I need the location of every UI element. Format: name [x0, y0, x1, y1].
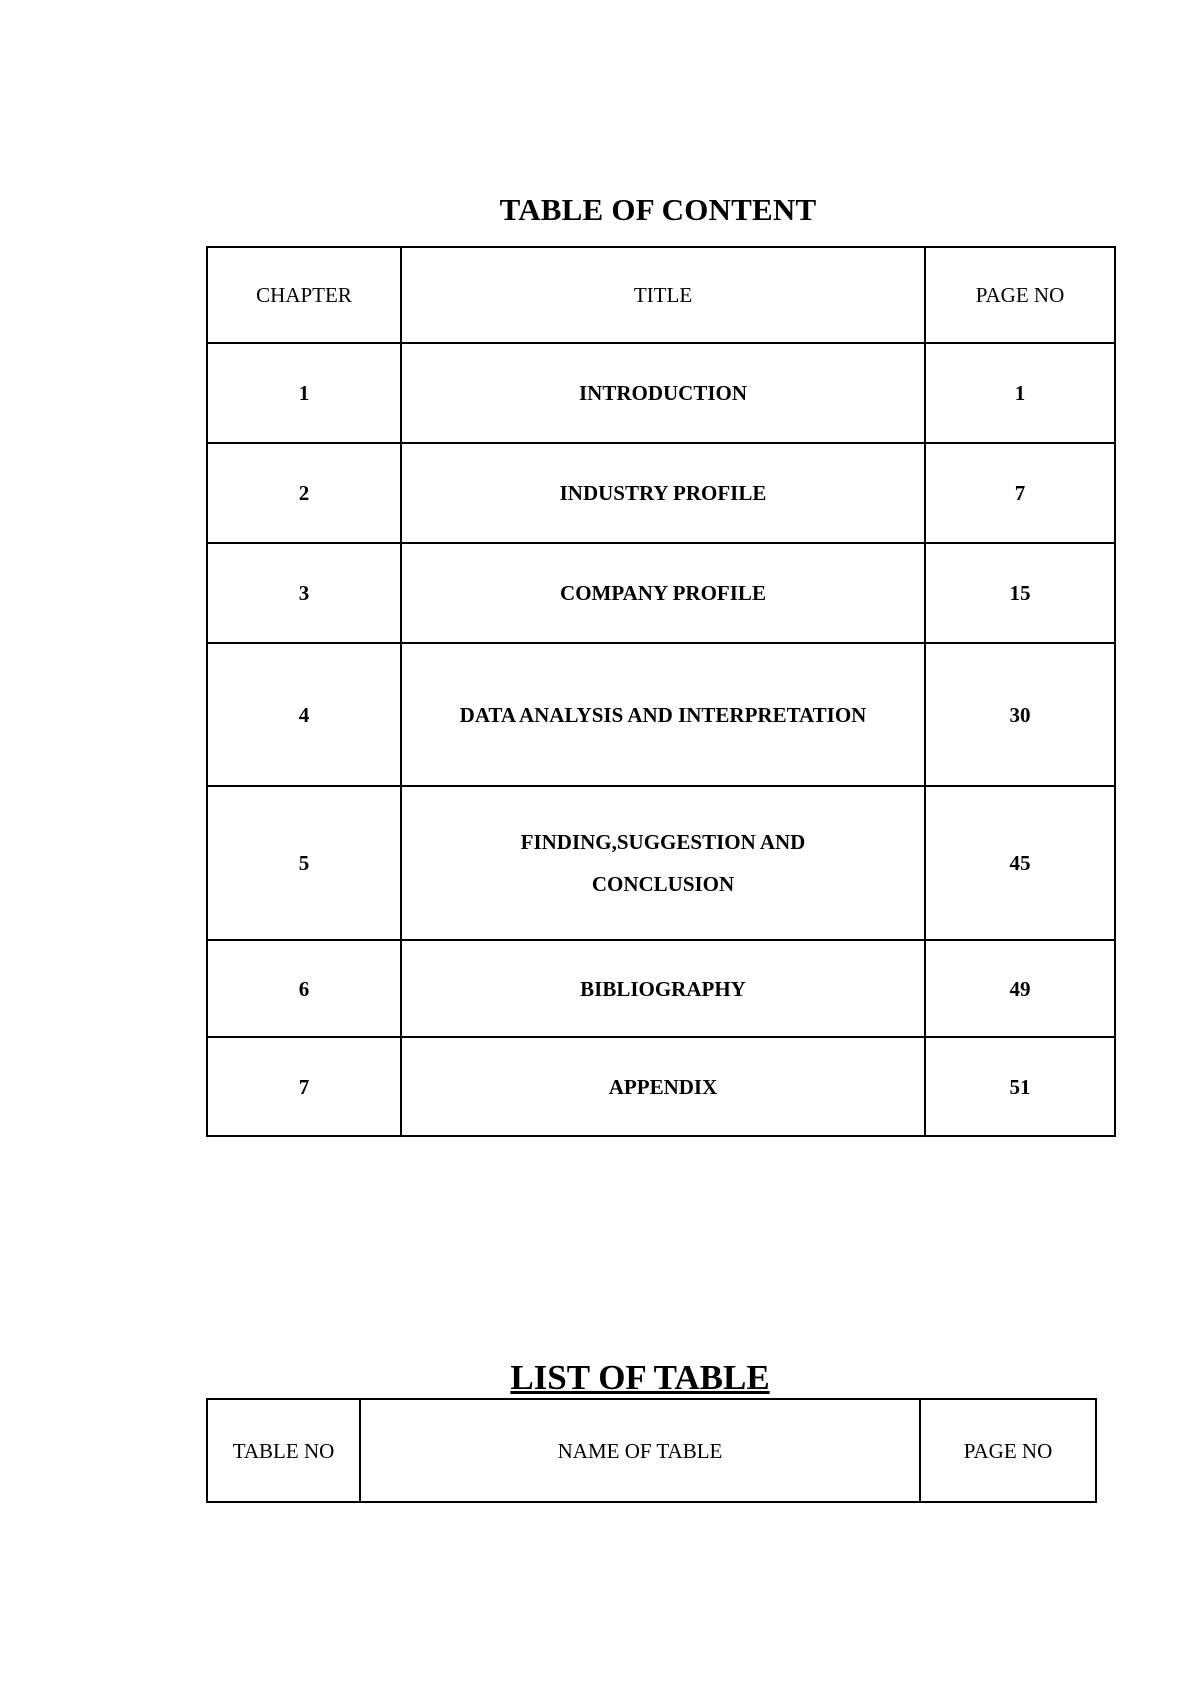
toc-row: [207, 343, 1115, 443]
toc-chapter-cell: 7: [207, 1037, 401, 1136]
toc-page-cell: 49: [925, 940, 1115, 1037]
toc-chapter-cell: 4: [207, 643, 401, 786]
toc-header-page: PAGE NO: [925, 247, 1115, 343]
toc-header-title: TITLE: [401, 247, 925, 343]
list-of-table-header-row: [207, 1399, 1096, 1502]
toc-header-chapter: CHAPTER: [207, 247, 401, 343]
toc-page-cell: 1: [925, 343, 1115, 443]
toc-title-cell: INDUSTRY PROFILE: [401, 443, 925, 543]
toc-table: [206, 246, 1116, 1137]
toc-row: [207, 786, 1115, 940]
toc-title-cell: BIBLIOGRAPHY: [401, 940, 925, 1037]
toc-row: [207, 940, 1115, 1037]
toc-chapter-cell: 2: [207, 443, 401, 543]
toc-header-row: [207, 247, 1115, 343]
toc-chapter-cell: 1: [207, 343, 401, 443]
lot-header-page: PAGE NO: [920, 1399, 1096, 1502]
toc-row: [207, 1037, 1115, 1136]
toc-heading: TABLE OF CONTENT: [499, 192, 817, 227]
toc-page-cell: 45: [925, 786, 1115, 940]
toc-chapter-cell: 5: [207, 786, 401, 940]
toc-page-cell: 15: [925, 543, 1115, 643]
toc-title-cell: FINDING,SUGGESTION AND CONCLUSION: [401, 786, 925, 940]
toc-row: [207, 543, 1115, 643]
toc-title-cell: INTRODUCTION: [401, 343, 925, 443]
toc-row: [207, 443, 1115, 543]
toc-title-cell: DATA ANALYSIS AND INTERPRETATION: [401, 643, 925, 786]
toc-page-cell: 7: [925, 443, 1115, 543]
lot-header-table-no: TABLE NO: [207, 1399, 360, 1502]
toc-title-cell: APPENDIX: [401, 1037, 925, 1136]
toc-page-cell: 30: [925, 643, 1115, 786]
list-of-table-heading: LIST OF TABLE: [510, 1358, 770, 1397]
toc-page-cell: 51: [925, 1037, 1115, 1136]
list-of-table-table: [206, 1398, 1097, 1503]
lot-header-name: NAME OF TABLE: [360, 1399, 920, 1502]
toc-row: [207, 643, 1115, 786]
toc-title-cell: COMPANY PROFILE: [401, 543, 925, 643]
toc-chapter-cell: 6: [207, 940, 401, 1037]
toc-chapter-cell: 3: [207, 543, 401, 643]
